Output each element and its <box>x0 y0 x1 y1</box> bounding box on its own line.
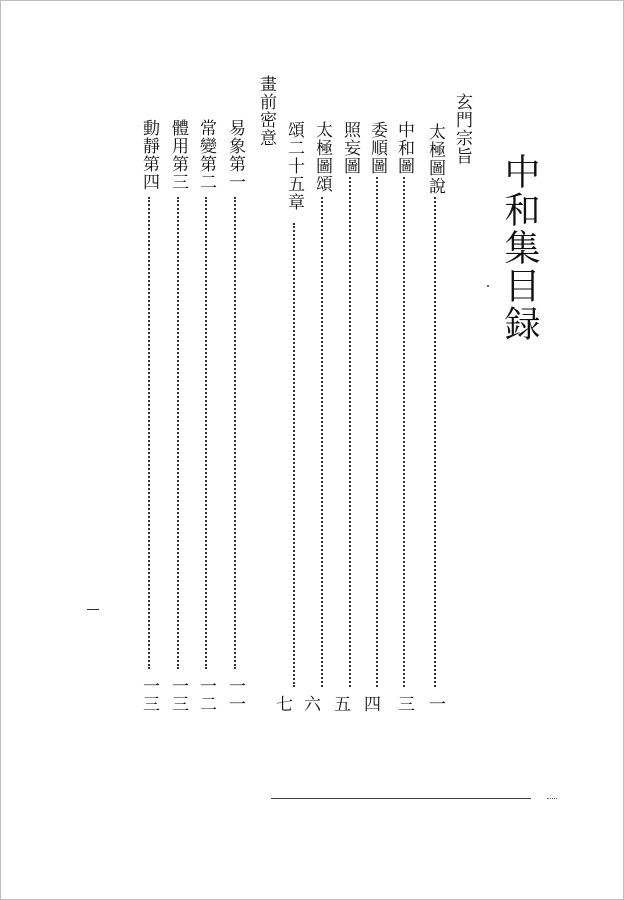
dotted-leader <box>376 177 378 687</box>
toc-entry-title: 太極圖說 <box>425 123 445 195</box>
toc-entry-title: 中和圖 <box>394 121 414 175</box>
dotted-leader <box>349 177 351 687</box>
dotted-leader <box>148 197 150 669</box>
margin-dash-mark <box>87 609 99 610</box>
dotted-leader <box>321 197 323 687</box>
dotted-leader <box>293 223 295 687</box>
toc-entry-title: 頌二十五章 <box>284 121 304 211</box>
toc-entry-page: 四 <box>360 695 380 713</box>
toc-entry-title: 太極圖頌 <box>312 121 332 193</box>
toc-entry-page: 六 <box>300 695 320 713</box>
toc-entry-title: 易象第一 <box>225 119 245 191</box>
toc-entry-page: 一三 <box>139 677 159 713</box>
toc-entry-title: 常變第二 <box>196 119 216 191</box>
toc-entry-page: 一 <box>425 695 445 713</box>
bottom-rule <box>271 798 531 799</box>
toc-entry-page: 七 <box>272 695 292 713</box>
toc-entry-title: 委順圖 <box>367 121 387 175</box>
toc-entry-page: 三 <box>394 695 414 713</box>
section-heading-xuanmen: 玄門宗旨 <box>452 93 472 165</box>
toc-entry-page: 一三 <box>168 677 188 713</box>
toc-entry-title: 動靜第四 <box>139 119 159 191</box>
stray-dot-mark <box>487 285 489 287</box>
dotted-leader <box>234 197 236 669</box>
dotted-leader <box>177 197 179 669</box>
bottom-rule-fragment <box>547 798 557 799</box>
page-title: 中和集目録 <box>499 153 540 343</box>
dotted-leader <box>403 177 405 687</box>
toc-entry-page: 一二 <box>196 677 216 713</box>
toc-entry-page: 五 <box>330 695 350 713</box>
dotted-leader <box>434 197 436 687</box>
section-heading-huaqian: 畫前密意 <box>256 75 276 147</box>
toc-entry-title: 體用第三 <box>168 119 188 191</box>
toc-entry-title: 照妄圖 <box>340 121 360 175</box>
toc-entry-page: 一一 <box>225 677 245 713</box>
dotted-leader <box>205 197 207 669</box>
